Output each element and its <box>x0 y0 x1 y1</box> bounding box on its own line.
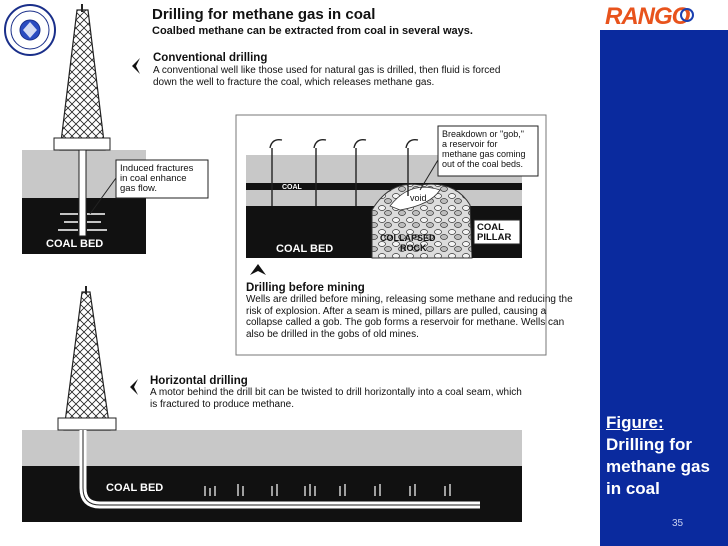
gob-note-line-4: out of the coal beds. <box>442 159 524 169</box>
section-arrow-icon <box>132 58 140 74</box>
coal-pillar-label <box>477 222 511 243</box>
section-arrow-icon-bottom <box>130 379 138 395</box>
figure-caption <box>606 412 724 500</box>
derrick-icon <box>54 4 110 150</box>
before-mining-body: Wells are drilled before mining, releasing some methane and reducing the risk of explosion. After a seam is mined, pillars are pulled, causing a collapse called a gob. The gob forms a reservoir for methane. Wells can also be drilled in the gobs of old mines. <box>246 294 573 340</box>
brand-logo <box>603 2 713 28</box>
caption-heading: Figure: <box>606 413 664 432</box>
conventional-drilling-body: A conventional well like those used for natural gas is drilled, then fluid is forced down the well to fracture the coal, which releases methane gas. <box>153 65 501 88</box>
induced-fractures-line-1: Induced fractures <box>120 163 194 174</box>
coal-pillar-line-1: COAL <box>477 222 504 233</box>
page-number: 35 <box>672 518 684 529</box>
well-pipe <box>79 150 86 236</box>
gob-note-line-2: a reservoir for <box>442 139 498 149</box>
before-mining-title: Drilling before mining <box>246 282 365 294</box>
horizontal-drilling-body: A motor behind the drill bit can be twisted to drill horizontally into a coal seam, which is fractured to produce methane. <box>150 387 522 410</box>
coal-pillar-line-2: PILLAR <box>477 232 512 243</box>
induced-fractures-line-2: in coal enhance <box>120 173 187 184</box>
gob-note-label <box>442 129 528 169</box>
conventional-drilling-figure <box>22 4 208 254</box>
gob-note-line-1: Breakdown or "gob," <box>442 129 524 139</box>
section-arrow-up-icon <box>250 264 266 275</box>
coal-bed-label: COAL BED <box>46 238 104 250</box>
induced-fractures-line-3: gas flow. <box>120 183 157 194</box>
void-label: void <box>410 193 427 203</box>
main-subtitle: Coalbed methane can be extracted from coal in several ways. <box>152 25 473 37</box>
coal-bed-label-center: COAL BED <box>276 243 334 255</box>
caption-body: Drilling for methane gas in coal <box>606 435 710 498</box>
gob-note-line-3: methane gas coming <box>442 149 526 159</box>
brand-text: RANGO <box>605 3 690 28</box>
conventional-drilling-title: Conventional drilling <box>153 52 268 64</box>
main-title: Drilling for methane gas in coal <box>152 6 376 23</box>
bottom-ground-layer <box>22 430 522 468</box>
coal-label: COAL <box>282 184 302 191</box>
collapsed-rock-line-2: ROCK <box>400 243 427 253</box>
derrick-icon-bottom <box>58 286 116 430</box>
coal-bed-label-bottom: COAL BED <box>106 482 164 494</box>
collapsed-rock-line-1: COLLAPSED <box>380 233 436 243</box>
horizontal-drilling-title: Horizontal drilling <box>150 375 248 387</box>
